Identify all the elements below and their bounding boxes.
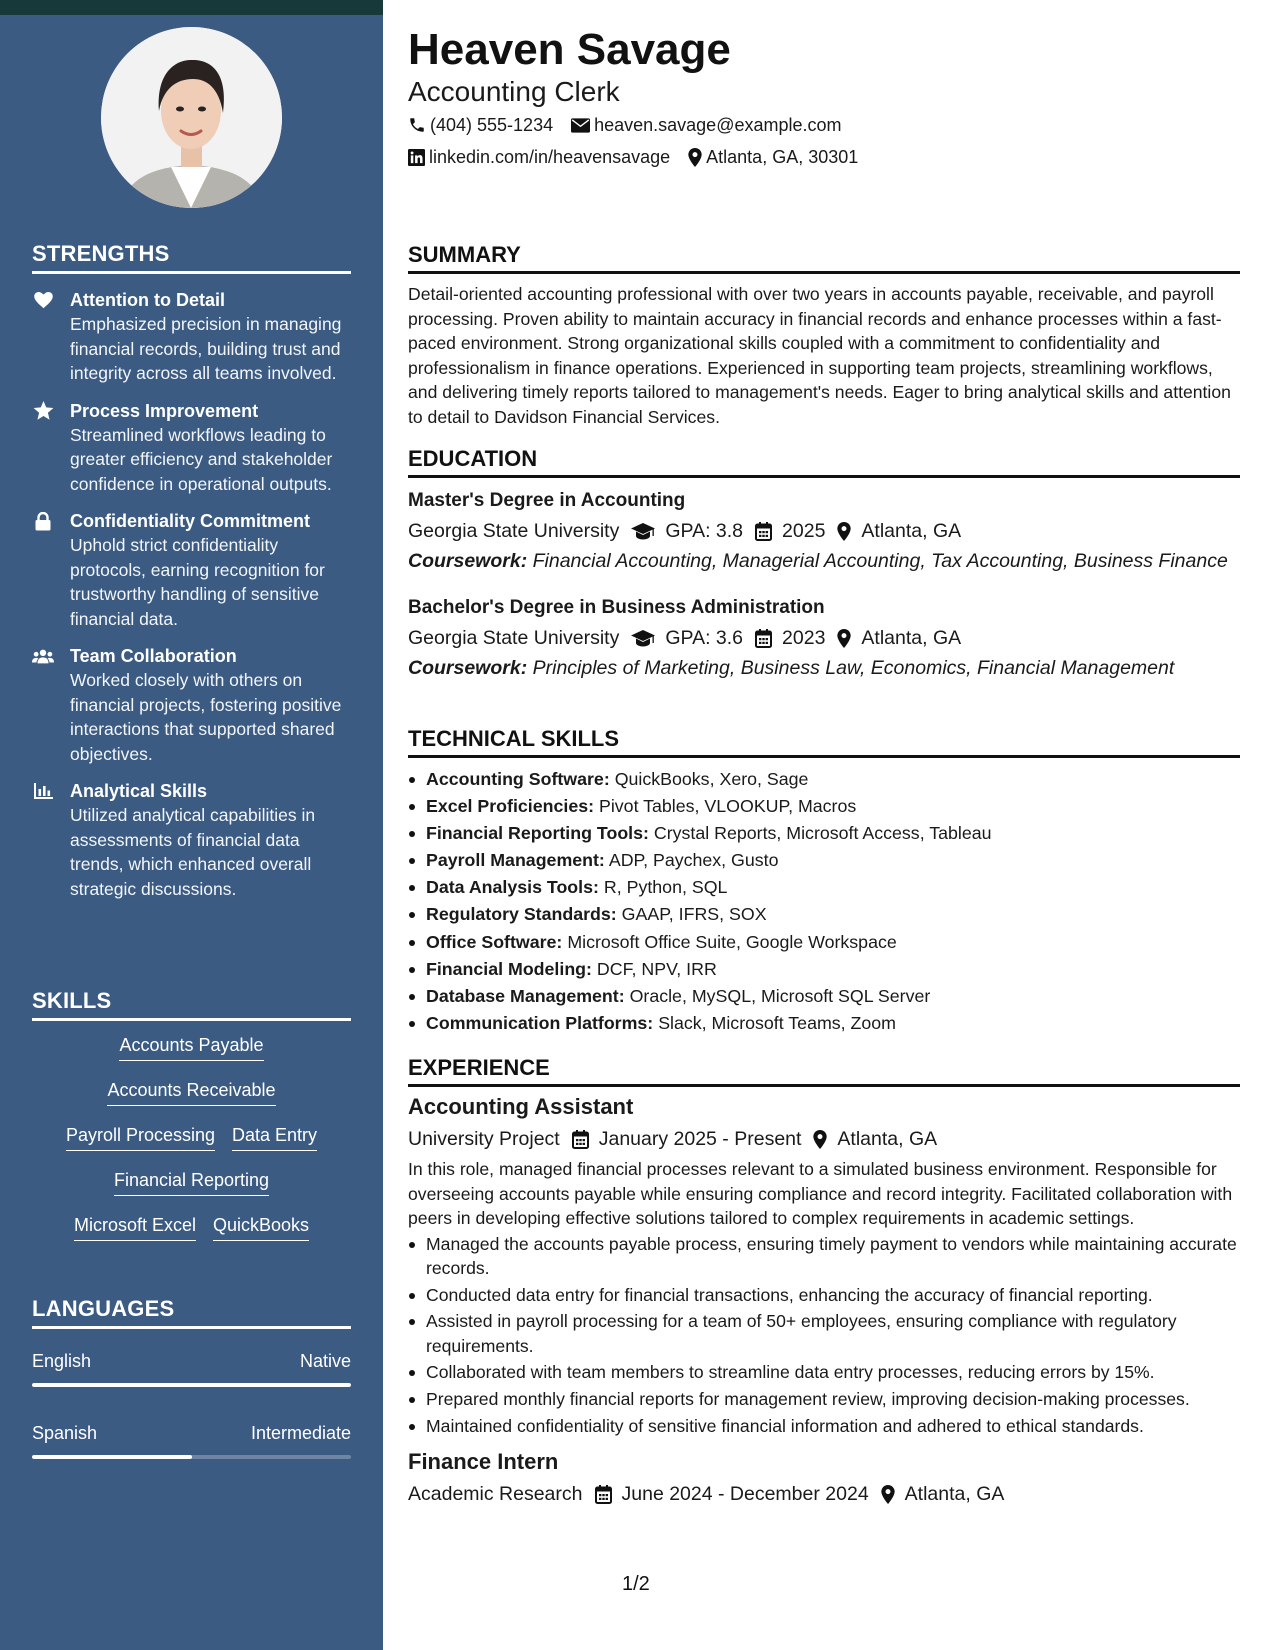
skill-values: R, Python, SQL [603,877,728,898]
education-section [408,445,1240,680]
technical-skills-list [408,766,1240,1037]
skill-values: QuickBooks, Xero, Sage [614,769,809,789]
education-location: Atlanta, GA [861,627,962,649]
location-text: Atlanta, GA, 30301 [706,147,859,167]
linkedin-contact[interactable] [408,145,670,169]
skill-tag: Accounts Receivable [107,1078,275,1106]
experience-location: Atlanta, GA [904,1483,1005,1506]
list-item [408,956,1240,983]
map-pin-icon [837,629,851,648]
experience-meta [408,1126,1240,1152]
list-item: Managed the accounts payable process, ensuring timely payment to vendors while maintaining accurate records. [408,1232,1240,1281]
skill-category: Payroll Management: [426,850,605,871]
list-item: Conducted data entry for financial transactions, enhancing the accuracy of financial reporting. [408,1283,1240,1307]
skills-heading: SKILLS [32,988,351,1021]
achievement-list [408,1232,1240,1439]
strengths-section [32,241,351,901]
strength-title: Attention to Detail [70,290,225,310]
experience-item [408,1448,1240,1507]
skill-category: Office Software: [426,931,563,952]
skill-tags [32,1033,351,1258]
date-range: January 2025 - Present [598,1128,802,1150]
calendar-icon [572,1130,589,1149]
experience-meta [408,1481,1240,1507]
skill-values: GAAP, IFRS, SOX [621,904,767,925]
avatar [101,27,282,208]
skill-values: Microsoft Office Suite, Google Workspace [567,931,897,952]
language-progress-bar [32,1383,351,1387]
strength-desc: Emphasized precision in managing financial records, building trust and integrity across all teams involved. [70,314,342,383]
language-progress-bar [32,1455,351,1459]
language-name: Spanish [32,1423,98,1443]
language-level: Intermediate [250,1423,351,1443]
skill-values: Pivot Tables, VLOOKUP, Macros [598,796,857,817]
skill-tag: Financial Reporting [114,1168,269,1196]
list-item: Assisted in payroll processing for a team of 50+ employees, ensuring compliance with regulatory requirements. [408,1309,1240,1358]
users-icon [32,646,54,666]
school-name: Georgia State University [408,520,620,542]
graduation-year: 2025 [782,520,826,542]
coursework [408,656,1240,680]
summary-section [408,241,1240,430]
coursework-label: Coursework: [408,550,528,572]
skills-section [32,988,351,1258]
star-icon [32,401,54,421]
location-contact [688,145,858,169]
calendar-icon [755,522,772,541]
school-name: Georgia State University [408,627,620,649]
strength-item [32,288,351,386]
summary-heading: SUMMARY [408,241,1240,274]
skill-row [32,1078,351,1123]
map-pin-icon [813,1130,827,1149]
strength-item [32,399,351,497]
coursework-text: Financial Accounting, Managerial Accounting, Tax Accounting, Business Finance [532,550,1228,572]
skill-category: Regulatory Standards: [426,904,617,925]
coursework-text: Principles of Marketing, Business Law, Economics, Financial Management [532,657,1175,679]
sidebar [0,0,383,1650]
skill-values: Slack, Microsoft Teams, Zoom [658,1012,896,1033]
education-location: Atlanta, GA [861,520,962,542]
strength-title: Confidentiality Commitment [70,511,311,531]
skill-row [32,1123,351,1168]
calendar-icon [595,1485,612,1504]
strength-item [32,779,351,901]
skill-category: Communication Platforms: [426,1012,654,1033]
technical-skills-heading: TECHNICAL SKILLS [408,725,1240,758]
education-item [408,595,1240,680]
list-item [408,847,1240,874]
degree-title: Bachelor's Degree in Business Administration [408,597,825,618]
technical-skills-section [408,725,1240,1037]
strengths-heading: STRENGTHS [32,241,351,274]
languages-heading: LANGUAGES [32,1296,351,1329]
phone-icon [408,116,426,134]
list-item [408,983,1240,1010]
graduation-cap-icon [631,523,655,540]
skill-category: Database Management: [426,985,625,1006]
skill-row [32,1033,351,1078]
position-description: In this role, managed financial processes relevant to a simulated business environment. Responsible for overseeing accounts payable while ensuring compliance and record integrity. Facilitated collaboration with peers in developing effective solutions tailored to complex requirements in academic settings. [408,1159,1233,1228]
language-level: Native [299,1351,351,1371]
gpa-text: GPA: 3.8 [665,520,744,542]
list-item [408,820,1240,847]
position-title: Finance Intern [408,1449,559,1475]
skill-values: DCF, NPV, IRR [596,958,717,979]
skill-tag: Microsoft Excel [74,1213,196,1241]
languages-section [32,1296,351,1459]
experience-item [408,1093,1240,1438]
skill-values: Crystal Reports, Microsoft Access, Tableau [653,823,992,844]
job-title: Accounting Clerk [408,76,620,107]
experience-heading: EXPERIENCE [408,1054,1240,1087]
calendar-icon [755,629,772,648]
list-item [408,874,1240,901]
list-item [408,793,1240,820]
linkedin-text: linkedin.com/in/heavensavage [429,147,671,167]
map-pin-icon [881,1485,895,1504]
list-item [408,929,1240,956]
experience-section [408,1054,1240,1507]
list-item [408,1010,1240,1037]
language-progress-fill [32,1455,192,1459]
candidate-name: Heaven Savage [408,25,731,74]
strength-desc: Utilized analytical capabilities in assessments of financial data trends, which enhanced overall strategic discussions. [70,805,316,899]
skill-tag: Payroll Processing [66,1123,215,1151]
date-range: June 2024 - December 2024 [621,1483,869,1506]
organization: Academic Research [408,1483,583,1506]
skill-row [32,1213,351,1258]
strength-title: Analytical Skills [70,781,208,801]
list-item [408,901,1240,928]
sidebar-top-strip [0,0,383,15]
linkedin-icon [408,149,425,166]
graduation-year: 2023 [782,627,826,649]
strength-item [32,644,351,766]
map-pin-icon [688,148,702,167]
page-number: 1/2 [622,1573,650,1595]
skill-category: Accounting Software: [426,769,610,789]
strength-title: Team Collaboration [70,646,237,666]
list-item: Prepared monthly financial reports for management review, improving decision-making processes. [408,1387,1240,1411]
language-item [32,1349,351,1387]
experience-location: Atlanta, GA [837,1128,938,1150]
skill-values: Oracle, MySQL, Microsoft SQL Server [629,985,931,1006]
skill-category: Excel Proficiencies: [426,796,595,817]
phone-text: (404) 555-1234 [430,115,554,135]
language-name: English [32,1351,92,1371]
skill-category: Financial Reporting Tools: [426,823,649,844]
strength-desc: Worked closely with others on financial projects, fostering positive interactions that supported shared objectives. [70,670,342,764]
skill-category: Financial Modeling: [426,958,592,979]
language-progress-fill [32,1383,351,1387]
map-pin-icon [837,522,851,541]
profile-photo [101,27,282,208]
skill-row [32,1168,351,1213]
list-item [408,766,1240,793]
strength-desc: Streamlined workflows leading to greater efficiency and stakeholder confidence in operational outputs. [70,424,333,494]
envelope-icon [571,118,590,133]
education-meta [408,518,1240,544]
chart-icon [32,781,54,801]
education-heading: EDUCATION [408,445,1240,478]
graduation-cap-icon [631,630,655,647]
coursework [408,549,1240,573]
strength-title: Process Improvement [70,400,259,421]
strength-item [32,509,351,631]
contact-row [408,113,842,137]
skill-tag: Data Entry [232,1123,317,1151]
email-contact[interactable] [571,113,841,137]
summary-text: Detail-oriented accounting professional with over two years in accounts payable, receivable, and payroll processing. Proven ability to maintain accuracy in financial records and enhance processes within a fast-paced environment. Strong organizational skills coupled with a commitment to confidentiality and professionalism in finance operations. Experienced in supporting team projects, streamlining workflows, and delivering timely reports tailored to management's needs. Eager to bring analytical skills and attention to detail to Davidson Financial Services. [408,284,1231,427]
skill-tag: QuickBooks [213,1213,309,1241]
list-item: Maintained confidentiality of sensitive financial information and adhered to ethical standards. [408,1414,1240,1438]
gpa-text: GPA: 3.6 [665,627,744,649]
email-text: heaven.savage@example.com [594,115,842,135]
skill-category: Data Analysis Tools: [426,877,599,898]
position-title: Accounting Assistant [408,1094,634,1119]
skill-values: ADP, Paychex, Gusto [608,850,779,871]
degree-title: Master's Degree in Accounting [408,490,686,511]
strength-desc: Uphold strict confidentiality protocols, earning recognition for trustworthy handling of sensitive financial data. [70,535,325,629]
organization: University Project [408,1128,560,1150]
skill-tag: Accounts Payable [119,1033,263,1061]
lock-icon [32,511,54,531]
coursework-label: Coursework: [408,657,528,679]
phone-contact[interactable] [408,113,553,137]
contact-row [408,145,858,169]
list-item: Collaborated with team members to streamline data entry processes, reducing errors by 15%. [408,1360,1240,1384]
language-item [32,1421,351,1459]
education-meta [408,625,1240,651]
heart-icon [32,290,54,310]
education-item [408,488,1240,573]
